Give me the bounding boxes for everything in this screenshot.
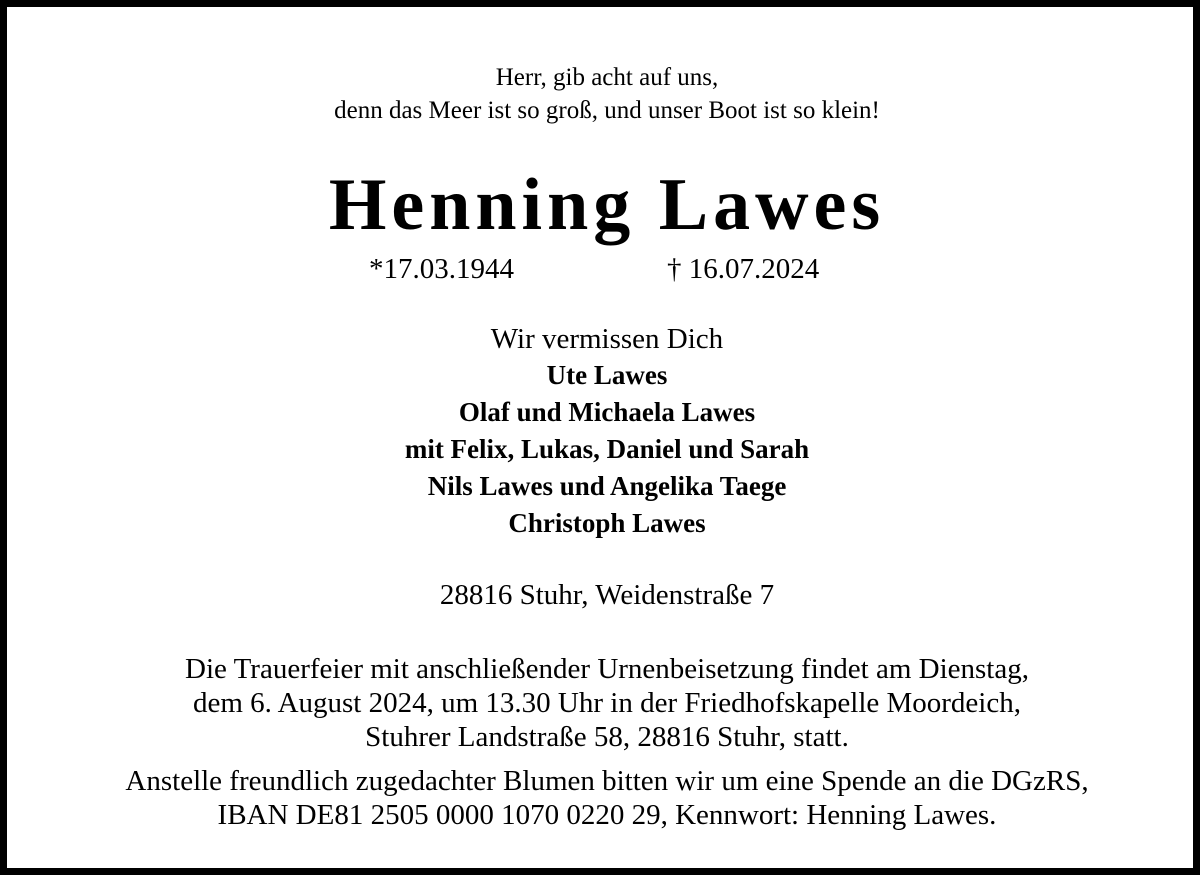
mourner-name: Olaf und Michaela Lawes <box>458 397 756 427</box>
verse-line-1: Herr, gib acht auf uns, <box>495 64 719 91</box>
mourner-name: Ute Lawes <box>546 360 668 390</box>
deceased-name: Henning Lawes <box>328 164 886 246</box>
mourner-name: Christoph Lawes <box>508 508 706 538</box>
ceremony-line-1: Die Trauerfeier mit anschließender Urnenbeisetzung findet am Dienstag, <box>185 653 1029 685</box>
ceremony-line-3: Stuhrer Landstraße 58, 28816 Stuhr, statt. <box>365 721 849 753</box>
family-address: 28816 Stuhr, Weidenstraße 7 <box>439 579 775 611</box>
birth-date: *17.03.1944 <box>369 253 514 285</box>
mourner-name: Nils Lawes und Angelika Taege <box>427 471 787 501</box>
verse-line-2: denn das Meer ist so groß, und unser Boot ist so klein! <box>334 97 880 124</box>
ceremony-line-2: dem 6. August 2024, um 13.30 Uhr in der Friedhofskapelle Moordeich, <box>193 687 1021 719</box>
mourners-intro: Wir vermissen Dich <box>490 323 724 355</box>
donation-line-2: IBAN DE81 2505 0000 1070 0220 29, Kennwort: Henning Lawes. <box>217 799 997 831</box>
mourner-name: mit Felix, Lukas, Daniel und Sarah <box>404 434 810 464</box>
death-date: † 16.07.2024 <box>667 253 820 285</box>
donation-line-1: Anstelle freundlich zugedachter Blumen bitten wir um eine Spende an die DGzRS, <box>125 765 1089 797</box>
